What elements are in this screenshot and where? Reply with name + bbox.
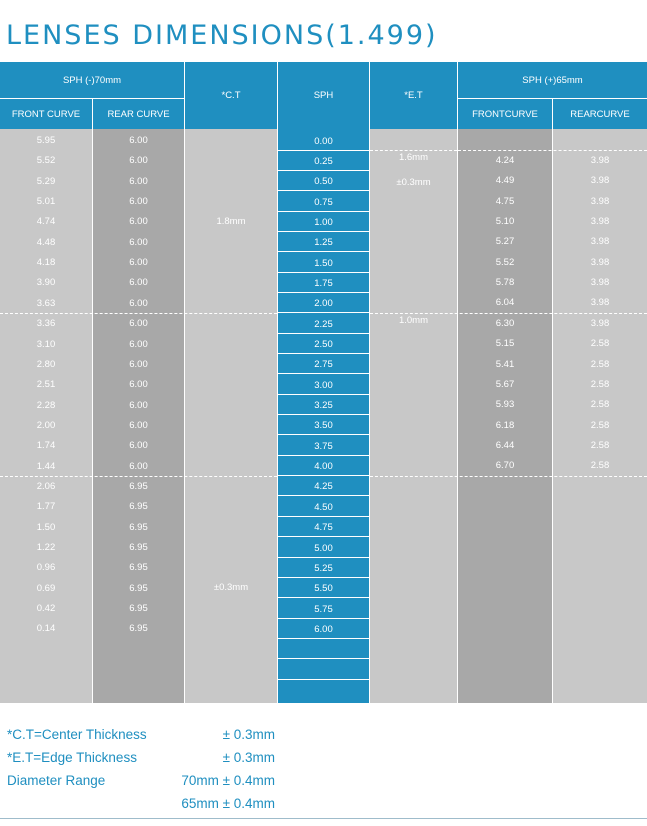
page-title: LENSES DIMENSIONS(1.499) xyxy=(6,20,438,51)
plus-rear-cell: 3.98 xyxy=(590,256,610,268)
minus-rear-cell: 6.00 xyxy=(129,419,148,431)
minus-front-cell: 2.00 xyxy=(36,419,56,431)
sph-cell: 2.00 xyxy=(278,294,369,313)
plus-rear-cell: 2.58 xyxy=(590,358,610,370)
plus-front-cell: 6.70 xyxy=(495,460,515,472)
plus-rear-cell: 3.98 xyxy=(590,297,610,309)
plus-rear-cell: 3.98 xyxy=(590,195,610,207)
sph-cell: 6.00 xyxy=(278,620,369,639)
footer-divider xyxy=(0,818,647,819)
header-plus-front: FRONTCURVE xyxy=(458,99,552,129)
et-tolerance-value: ±0.3mm xyxy=(396,177,431,188)
sph-cell: 5.50 xyxy=(278,579,369,598)
sph-cell: 1.25 xyxy=(278,233,369,252)
minus-rear-cell: 6.00 xyxy=(129,257,148,269)
minus-rear-cell: 6.95 xyxy=(129,623,148,635)
minus-rear-cell: 6.95 xyxy=(129,603,148,615)
minus-front-cell: 3.36 xyxy=(36,318,56,330)
minus-front-cell: 0.96 xyxy=(36,562,56,574)
minus-front-cell: 5.52 xyxy=(36,155,56,167)
header-rear-curve: REAR CURVE xyxy=(93,99,184,129)
minus-rear-cell: 6.00 xyxy=(129,277,148,289)
et-column xyxy=(370,129,457,703)
minus-rear-cell: 6.95 xyxy=(129,582,148,594)
minus-front-cell: 3.10 xyxy=(36,338,56,350)
minus-rear-cell: 6.00 xyxy=(129,358,148,370)
header-sph: SPH xyxy=(278,62,369,129)
footer-et-label: *E.T=Edge Thickness xyxy=(7,750,137,765)
plus-front-cell: 5.15 xyxy=(495,338,515,350)
plus-front-cell: 6.04 xyxy=(495,297,515,309)
et-second-value: 1.0mm xyxy=(398,315,429,326)
minus-front-cell: 1.44 xyxy=(36,460,56,472)
minus-rear-cell: 6.95 xyxy=(129,562,148,574)
plus-rear-cell: 2.58 xyxy=(590,460,610,472)
plus-rear-cell: 2.58 xyxy=(590,439,610,451)
minus-front-cell: 1.77 xyxy=(36,501,56,513)
minus-front-cell: 0.69 xyxy=(36,582,56,594)
minus-front-cell: 3.90 xyxy=(36,277,56,289)
sph-cell: 5.00 xyxy=(278,539,369,558)
minus-rear-cell: 6.95 xyxy=(129,501,148,513)
minus-front-cell: 4.74 xyxy=(36,216,56,228)
minus-rear-cell: 6.00 xyxy=(129,297,148,309)
sph-cell: 3.00 xyxy=(278,376,369,395)
minus-rear-cell: 6.00 xyxy=(129,155,148,167)
sph-empty-cell xyxy=(278,661,369,680)
minus-rear-cell: 6.00 xyxy=(129,338,148,350)
minus-rear-cell: 6.00 xyxy=(129,216,148,228)
header-ct: *C.T xyxy=(185,62,277,129)
minus-rear-cell: 6.00 xyxy=(129,379,148,391)
sph-cell: 3.25 xyxy=(278,396,369,415)
minus-front-cell: 5.29 xyxy=(36,175,56,187)
sph-cell: 0.00 xyxy=(278,132,369,151)
plus-rear-cell: 2.58 xyxy=(590,378,610,390)
plus-rear-cell: 2.58 xyxy=(590,399,610,411)
sph-cell: 3.75 xyxy=(278,437,369,456)
minus-front-cell: 2.80 xyxy=(36,358,56,370)
footer-diameter-65: 65mm ± 0.4mm xyxy=(181,796,275,811)
minus-rear-cell: 6.00 xyxy=(129,135,148,146)
minus-front-cell: 2.51 xyxy=(36,379,56,391)
plus-rear-cell: 2.58 xyxy=(590,338,610,350)
plus-front-cell: 6.18 xyxy=(495,419,515,431)
header-minus-group: SPH (-)70mm xyxy=(0,62,184,98)
plus-front-cell: 5.27 xyxy=(495,236,515,248)
sph-cell: 2.25 xyxy=(278,315,369,334)
minus-front-cell: 1.22 xyxy=(36,542,56,553)
sph-cell: 1.75 xyxy=(278,274,369,293)
sph-cell: 3.50 xyxy=(278,416,369,435)
header-plus-group: SPH (+)65mm xyxy=(458,62,647,98)
plus-front-cell: 4.49 xyxy=(495,175,515,187)
minus-rear-cell: 6.00 xyxy=(129,236,148,248)
minus-front-cell: 2.28 xyxy=(36,399,56,411)
plus-front-cell: 5.78 xyxy=(495,277,515,289)
header-front-curve: FRONT CURVE xyxy=(0,99,92,129)
sph-cell: 5.75 xyxy=(278,600,369,619)
minus-front-cell: 0.14 xyxy=(36,623,56,635)
plus-rear-cell: 3.98 xyxy=(590,216,610,228)
minus-rear-cell: 6.00 xyxy=(129,460,148,472)
minus-rear-cell: 6.00 xyxy=(129,399,148,411)
sph-cell: 4.00 xyxy=(278,457,369,476)
plus-front-cell: 5.52 xyxy=(495,256,515,268)
minus-front-cell: 0.42 xyxy=(36,603,56,615)
sph-cell: 1.00 xyxy=(278,213,369,232)
header-et: *E.T xyxy=(370,62,457,129)
plus-front-cell: 5.93 xyxy=(495,399,515,411)
minus-front-cell: 4.48 xyxy=(36,236,56,248)
plus-rear-cell: 3.98 xyxy=(590,317,610,329)
minus-rear-cell: 6.95 xyxy=(129,480,148,492)
plus-front-cell: 5.10 xyxy=(495,216,515,228)
plus-rear-cell: 2.58 xyxy=(590,419,610,431)
minus-rear-cell: 6.00 xyxy=(129,196,148,208)
plus-rear-cell: 3.98 xyxy=(590,236,610,248)
minus-front-cell: 1.74 xyxy=(36,440,56,452)
footer-diameter-label: Diameter Range xyxy=(7,773,106,788)
sph-cell: 0.75 xyxy=(278,193,369,212)
sph-cell: 2.75 xyxy=(278,355,369,374)
lens-table xyxy=(0,62,647,703)
footer-diameter-70: 70mm ± 0.4mm xyxy=(181,773,275,788)
sph-cell: 4.25 xyxy=(278,477,369,496)
minus-rear-cell: 6.95 xyxy=(129,521,148,533)
sph-cell: 1.50 xyxy=(278,254,369,273)
sph-cell: 0.50 xyxy=(278,172,369,191)
minus-rear-cell: 6.00 xyxy=(129,318,148,330)
ct-upper-value: 1.8mm xyxy=(216,216,246,227)
et-first-value: 1.6mm xyxy=(398,152,429,163)
header-plus-rear: REARCURVE xyxy=(553,99,647,129)
sph-empty-cell xyxy=(278,640,369,659)
plus-front-cell: 5.67 xyxy=(495,378,515,390)
footer-et-value: ± 0.3mm xyxy=(222,750,275,765)
plus-front-cell: 4.75 xyxy=(495,195,515,207)
sph-cell: 0.25 xyxy=(278,152,369,171)
minus-front-cell: 3.63 xyxy=(36,297,56,309)
plus-rear-cell: 3.98 xyxy=(590,155,610,166)
footer-ct-label: *C.T=Center Thickness xyxy=(7,727,147,742)
minus-front-cell: 5.01 xyxy=(36,196,56,208)
sph-cell: 2.50 xyxy=(278,335,369,354)
minus-rear-cell: 6.00 xyxy=(129,440,148,452)
minus-front-cell: 4.18 xyxy=(36,257,56,269)
sph-cell: 4.75 xyxy=(278,518,369,537)
plus-rear-cell: 3.98 xyxy=(590,175,610,187)
plus-front-cell: 4.24 xyxy=(495,155,515,166)
minus-front-cell: 1.50 xyxy=(36,521,56,533)
minus-front-cell: 2.06 xyxy=(36,480,56,492)
plus-front-cell: 6.44 xyxy=(495,439,515,451)
minus-front-cell: 5.95 xyxy=(36,135,56,146)
plus-rear-cell: 3.98 xyxy=(590,277,610,289)
footer-ct-value: ± 0.3mm xyxy=(222,727,275,742)
plus-front-cell: 6.30 xyxy=(495,317,515,329)
plus-front-cell: 5.41 xyxy=(495,358,515,370)
ct-lower-value: ±0.3mm xyxy=(213,582,249,593)
minus-rear-cell: 6.00 xyxy=(129,175,148,187)
sph-cell: 4.50 xyxy=(278,498,369,517)
minus-rear-cell: 6.95 xyxy=(129,542,148,553)
sph-cell: 5.25 xyxy=(278,559,369,578)
